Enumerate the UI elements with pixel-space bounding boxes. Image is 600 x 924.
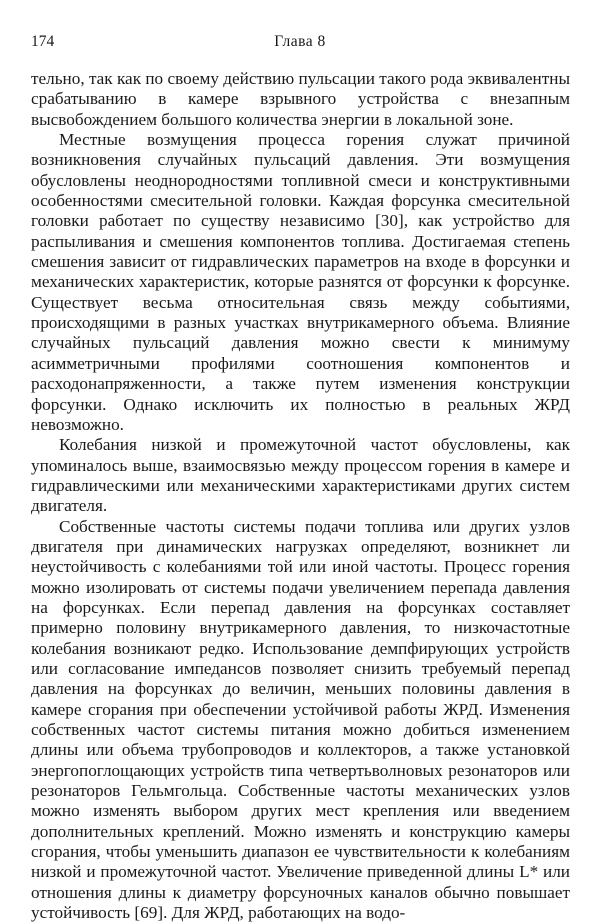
page-header xyxy=(31,33,569,55)
body-text xyxy=(31,69,570,923)
paragraph: Собственные частоты системы подачи топлива или других узлов двигателя при динамических нагрузках определяют, возникнет ли неустойчивость с колебаниями той или иной частоты. Процесс горения можно изолировать от системы подачи увеличением перепада давления на форсунках. Если перепад давления на форсунках составляет примерно половину внутрикамерного давления, то низкочастотные колебания возникают редко. Использование демпфирующих устройств или согласование импедансов позволяет снизить требуемый перепад давления на форсунках до величин, меньших половины давления в камере сгорания при обеспечении устойчивой работы ЖРД. Изменения собственных частот системы питания можно добиться изменением длины или объема трубопроводов и коллекторов, а также установкой энергопоглощающих устройств типа четвертьволновых резонаторов или резонаторов Гельмгольца. Собственные частоты механических узлов можно изменять выбором других мест крепления или введением дополнительных креплений. Можно изменять и конструкцию камеры сгорания, чтобы уменьшить диапазон ее чувствительности к колебаниям низкой и промежуточной частот. Увеличение приведенной длины L* или отношения длины к диаметру форсуночных каналов обычно повышает устойчивость [69]. Для ЖРД, работающих на водо- xyxy=(31,516,570,923)
paragraph: Колебания низкой и промежуточной частот обусловлены, как упоминалось выше, взаимосвязью между процессом горения в камере и гидравлическими или механическими характеристиками других систем двигателя. xyxy=(31,435,570,516)
chapter-title: Глава 8 xyxy=(274,33,326,50)
paragraph: Местные возмущения процесса горения служат причиной возникновения случайных пульсаций давления. Эти возмущения обусловлены неоднородностями топливной смеси и конструктивными особенностями смесительной головки. Каждая форсунка смесительной головки работает по существу независимо [30], как устройство для распыливания и смешения компонентов топлива. Достигаемая степень смешения зависит от гидравлических параметров на входе в форсунки и механических характеристик, которые разнятся от форсунки к форсунке. Существует весьма относительная связь между событиями, происходящими в разных участках внутрикамерного объема. Влияние случайных пульсаций давления можно свести к минимуму асимметричными профилями соотношения компонентов и расходонапряженности, а также путем изменения конструкции форсунки. Однако исключить их полностью в реальных ЖРД невозможно. xyxy=(31,130,570,434)
paragraph: тельно, так как по своему действию пульсации такого рода эквивалентны срабатыванию в камере взрывного устройства с внезапным высвобождением большого количества энергии в локальной зоне. xyxy=(31,69,570,129)
page-number: 174 xyxy=(31,33,55,50)
